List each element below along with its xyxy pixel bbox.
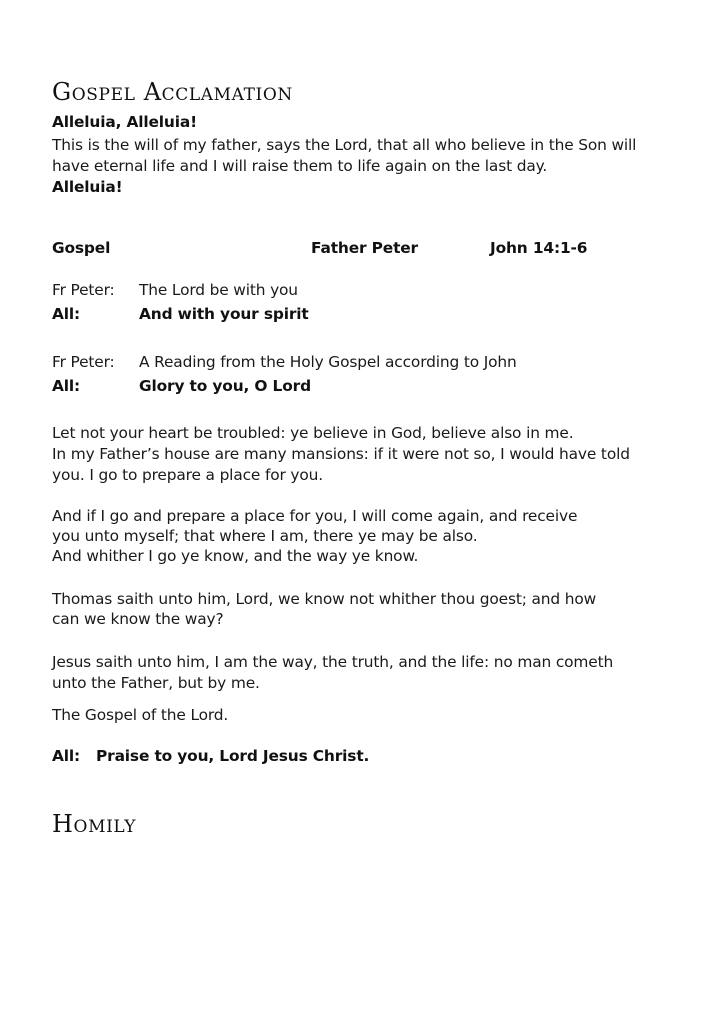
reading-line: you unto myself; that where I am, there ye may be also.: [52, 527, 478, 545]
speaker-label: All:: [52, 747, 81, 765]
acclamation-verse-line: This is the will of my father, says the Lord, that all who believe in the Son will: [52, 136, 637, 154]
reading-line: Jesus saith unto him, I am the way, the truth, and the life: no man cometh: [52, 653, 614, 671]
acclamation-verse-line: have eternal life and I will raise them to life again on the last day.: [52, 157, 548, 175]
reading-line: you. I go to prepare a place for you.: [52, 466, 323, 484]
reading-line: In my Father’s house are many mansions: if it were not so, I would have told: [52, 445, 630, 463]
response-text: Praise to you, Lord Jesus Christ.: [96, 747, 370, 765]
section-heading-homily: Homily: [52, 810, 137, 838]
gospel-reader: Father Peter: [311, 239, 419, 257]
gospel-response: [52, 746, 369, 766]
speaker-label: All:: [52, 305, 81, 323]
dialogue-line: [52, 352, 517, 372]
reading-line: And if I go and prepare a place for you, I will come again, and receive: [52, 507, 578, 525]
acclamation-opening: Alleluia, Alleluia!: [52, 113, 197, 131]
speaker-label: All:: [52, 377, 81, 395]
dialogue-line: [52, 280, 298, 300]
reading-line: unto the Father, but by me.: [52, 674, 260, 692]
speaker-label: Fr Peter:: [52, 353, 115, 371]
reading-line: And whither I go ye know, and the way ye know.: [52, 547, 419, 565]
section-heading-gospel-acclamation: Gospel Acclamation: [52, 78, 293, 106]
gospel-conclusion: The Gospel of the Lord.: [52, 706, 229, 724]
dialogue-text: Glory to you, O Lord: [139, 377, 311, 395]
dialogue-line: [52, 376, 311, 396]
reading-line: can we know the way?: [52, 610, 224, 628]
reading-line: Let not your heart be troubled: ye believe in God, believe also in me.: [52, 424, 574, 442]
gospel-reference: John 14:1-6: [490, 239, 588, 257]
gospel-label: Gospel: [52, 239, 111, 257]
acclamation-closing: Alleluia!: [52, 178, 123, 196]
dialogue-text: A Reading from the Holy Gospel according to John: [139, 353, 517, 371]
dialogue-line: [52, 304, 309, 324]
dialogue-text: The Lord be with you: [139, 281, 298, 299]
dialogue-text: And with your spirit: [139, 305, 309, 323]
speaker-label: Fr Peter:: [52, 281, 115, 299]
reading-line: Thomas saith unto him, Lord, we know not whither thou goest; and how: [52, 590, 597, 608]
